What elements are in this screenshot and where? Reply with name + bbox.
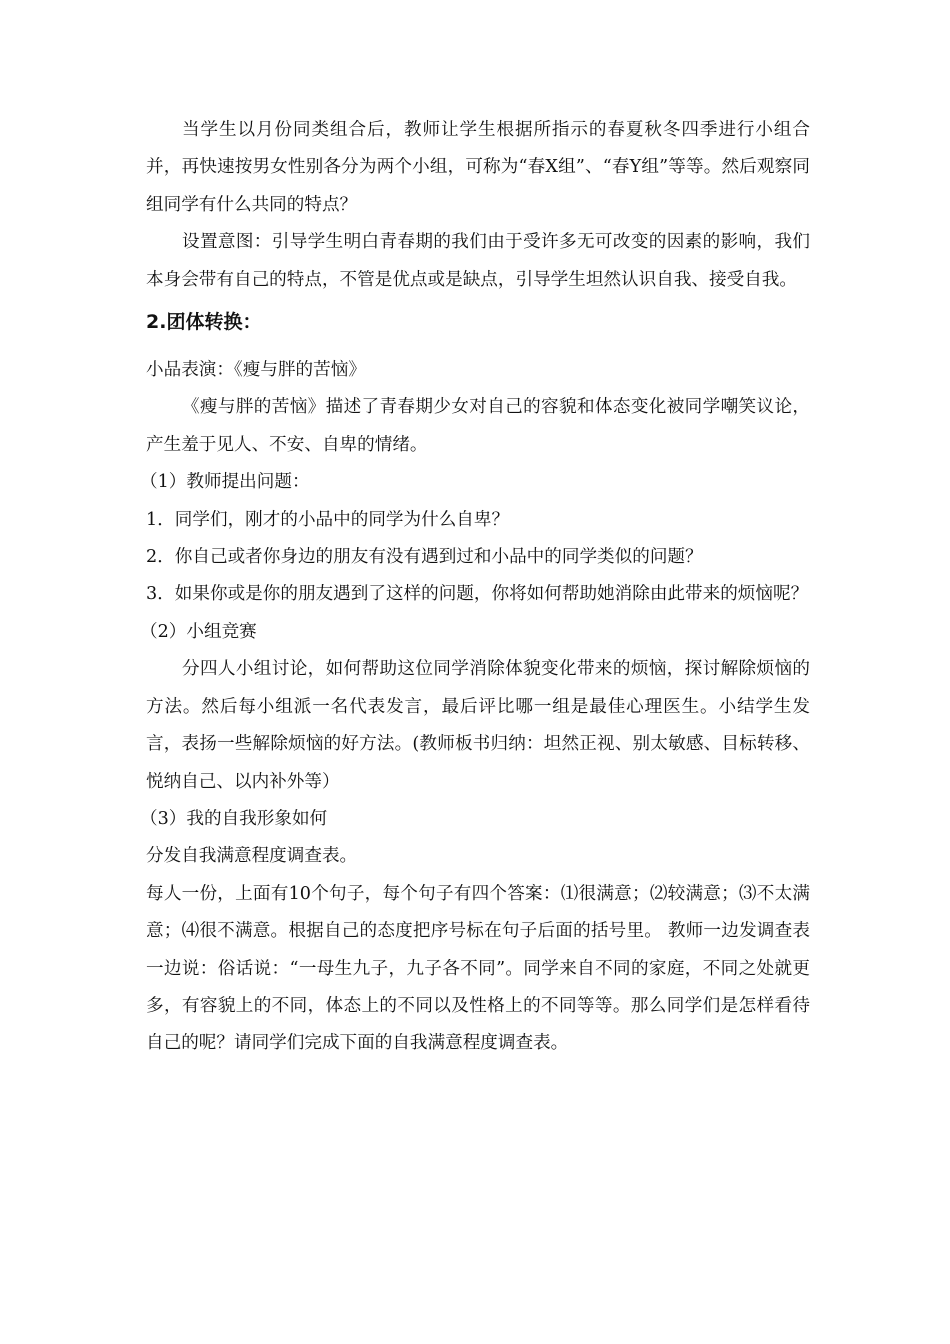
part2-text: 分四人小组讨论，如何帮助这位同学消除体貌变化带来的烦恼，探讨解除烦恼的方法。然后每小组派一名代表发言，最后评比哪一组是最佳心理医生。小结学生发言，表扬一些解除烦恼的好方法。(教师板书归纳：坦然正视、别太敏感、目标转移、悦纳自己、以内补外等） <box>146 659 810 792</box>
paragraph-grouping: 当学生以月份同类组合后，教师让学生根据所指示的春夏秋冬四季进行小组合并，再快速按男女性别各分为两个小组，可称为“春X组”、“春Y组”等等。然后观察同组同学有什么共同的特点？ <box>146 120 810 215</box>
question-3: 3．如果你或是你的朋友遇到了这样的问题，你将如何帮助她消除由此带来的烦恼呢？ <box>146 584 809 605</box>
survey-text: 每人一份，上面有10个句子，每个句子有四个答案：⑴很满意；⑵较满意；⑶不太满意；⑷很不满意。根据自己的态度把序号标在句子后面的括号里。 教师一边发调查表一边说：俗话说：“一母生九子，九子各不同”。同学来自不同的家庭，不同之处就更多，有容貌上的不同，体态上的不同以及性格上的不同等等。那么同学们是怎样看待自己的呢？请同学们完成下面的自我满意程度调查表。 <box>146 883 810 1054</box>
paragraph-design-intent: 设置意图：引导学生明白青春期的我们由于受许多无可改变的因素的影响，我们本身会带有自己的特点，不管是优点或是缺点，引导学生坦然认识自我、接受自我。 <box>146 232 810 290</box>
question-2: 2．你自己或者你身边的朋友有没有遇到过和小品中的同学类似的问题？ <box>146 547 703 568</box>
part2-label: （2）小组竞赛 <box>140 621 257 642</box>
document-body <box>140 112 810 1063</box>
section-heading: 2.团体转换： <box>146 311 262 334</box>
part3-label: （3）我的自我形象如何 <box>140 808 328 829</box>
survey-intro: 分发自我满意程度调查表。 <box>146 846 358 867</box>
question-1: 1．同学们，刚才的小品中的同学为什么自卑？ <box>146 509 510 530</box>
sketch-title: 小品表演：《瘦与胖的苦恼》 <box>146 360 366 381</box>
sketch-description: 《瘦与胖的苦恼》描述了青春期少女对自己的容貌和体态变化被同学嘲笑议论，产生羞于见人、不安、自卑的情绪。 <box>146 397 810 455</box>
part1-label: （1）教师提出问题： <box>140 472 310 493</box>
